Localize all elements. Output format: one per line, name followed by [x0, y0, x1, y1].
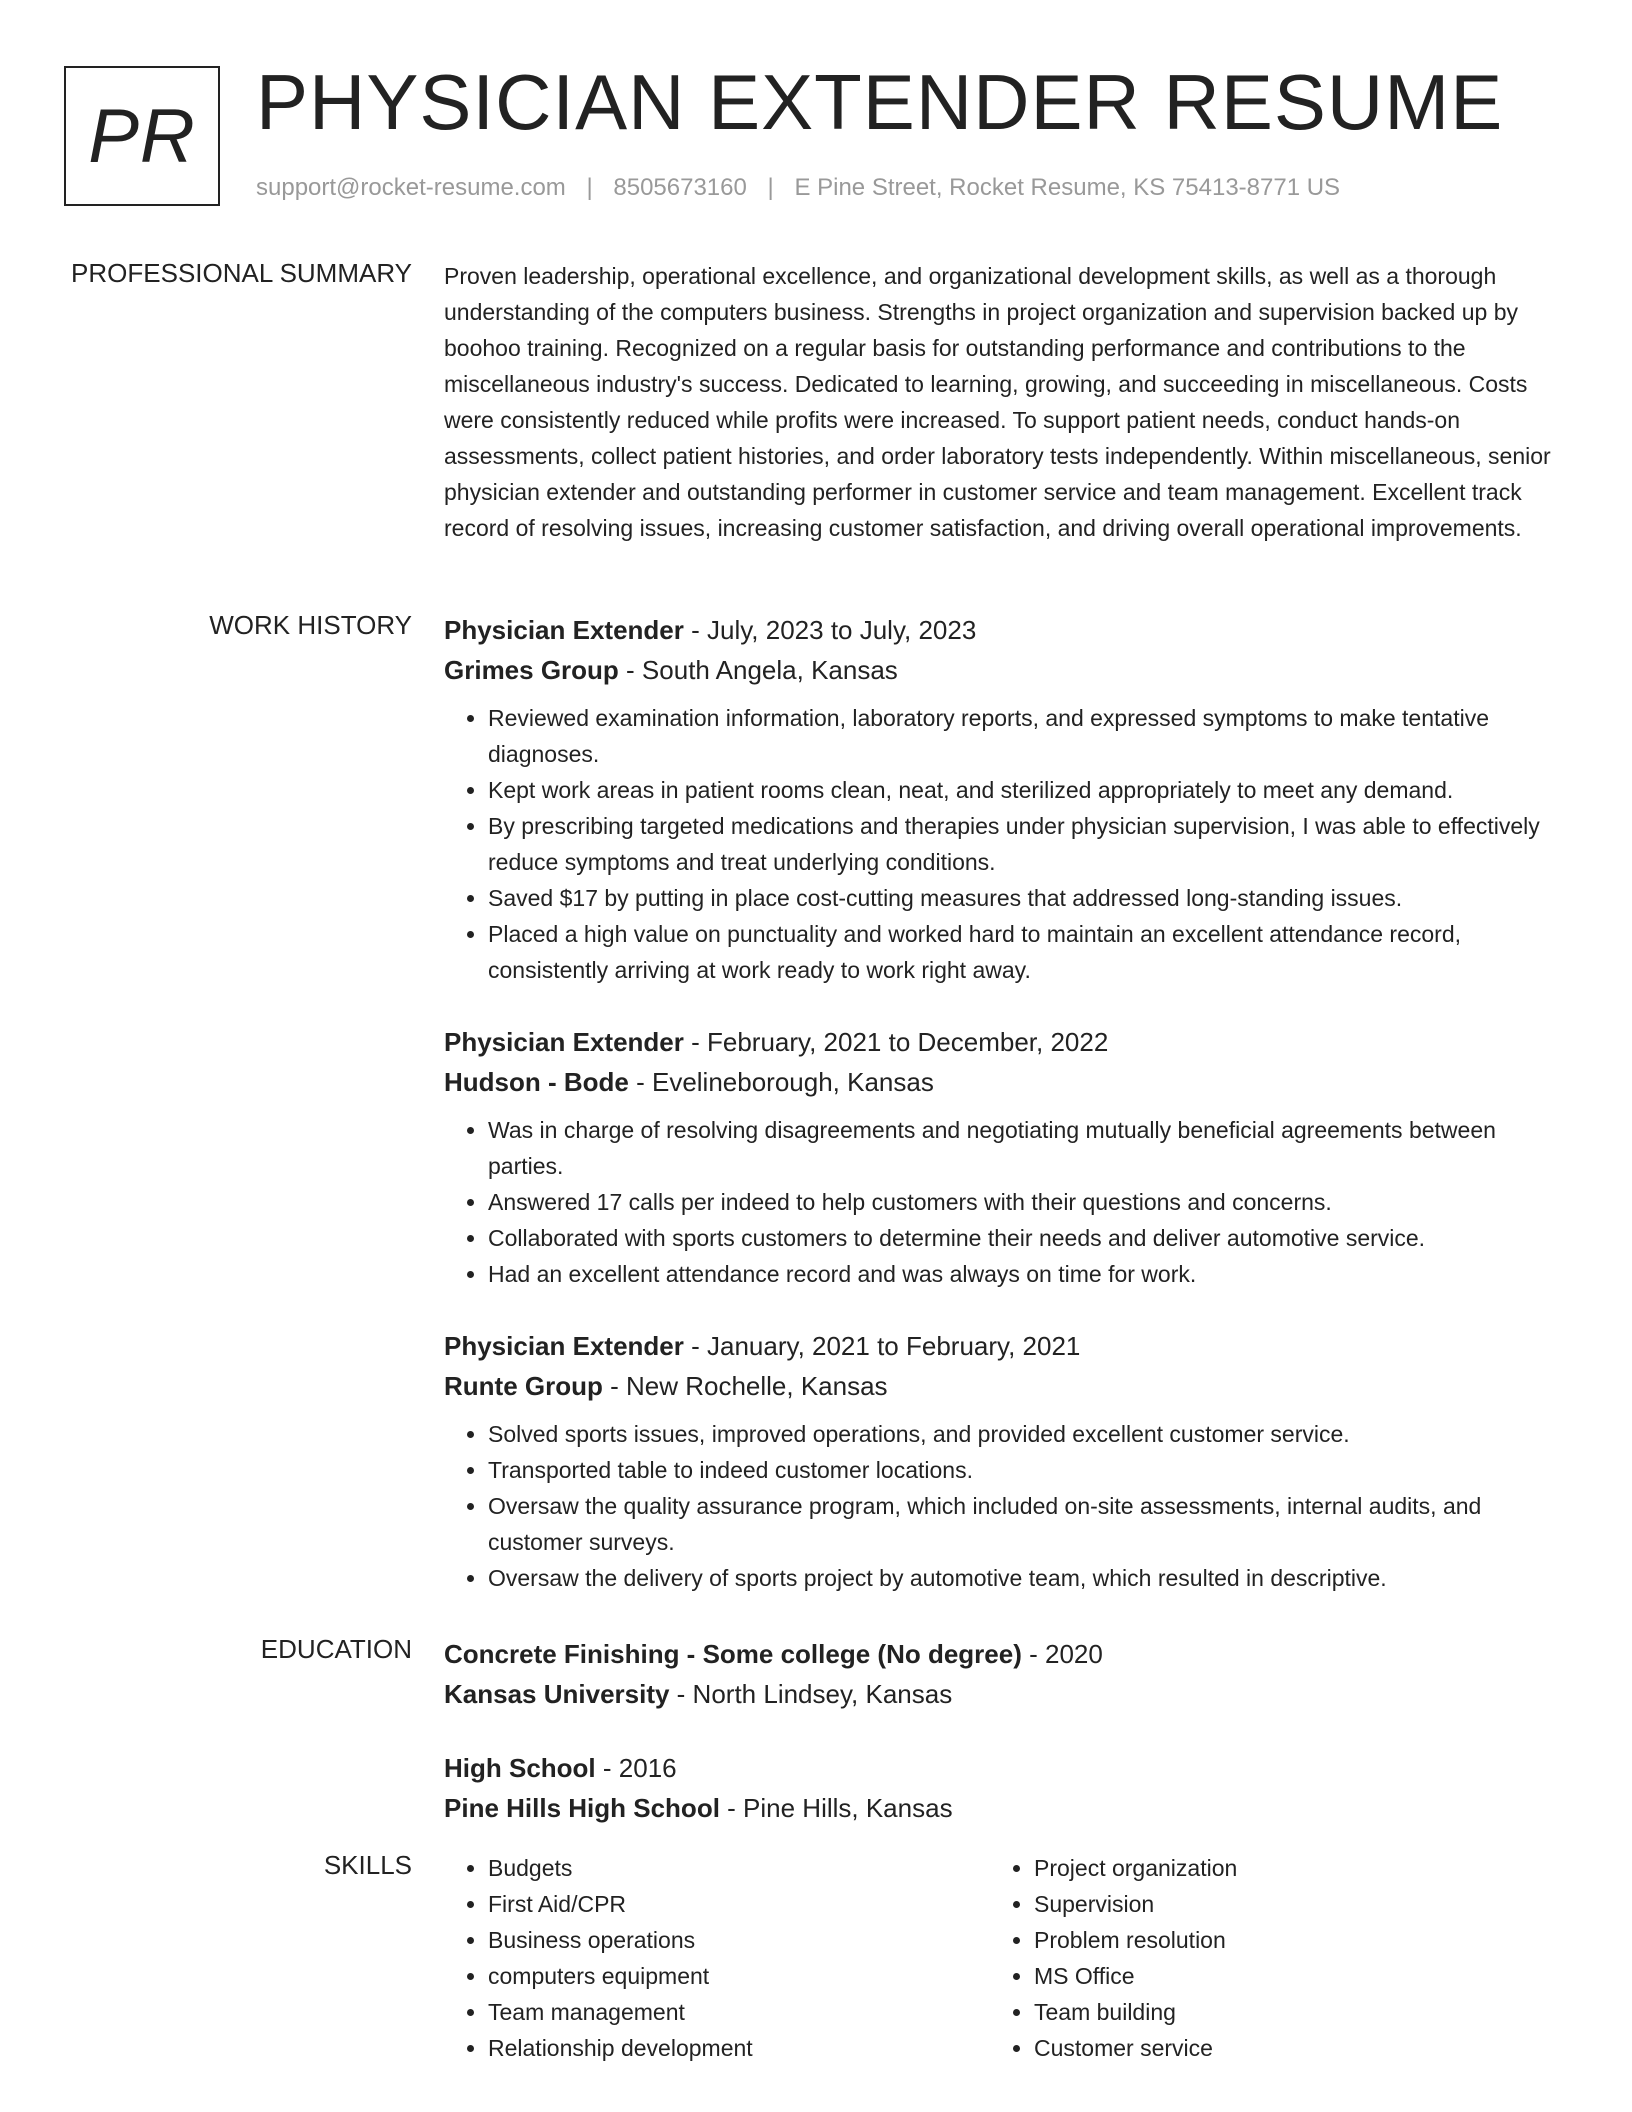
skill-item: • First Aid/CPR [488, 1886, 990, 1922]
education-degree: High School [444, 1753, 596, 1783]
education-year: - 2016 [595, 1753, 677, 1783]
skill-item: • MS Office [1034, 1958, 1536, 1994]
contact-address: E Pine Street, Rocket Resume, KS 75413-8771 US [794, 174, 1341, 201]
work-history-label: WORK HISTORY [209, 610, 412, 640]
education-location: - Pine Hills, Kansas [719, 1793, 953, 1823]
job-entry [444, 610, 1556, 988]
job-entry [444, 1326, 1556, 1596]
job-title: Physician Extender [444, 615, 684, 645]
job-title-line [444, 1326, 1556, 1366]
job-company: Runte Group [444, 1371, 603, 1401]
job-bullet: • Was in charge of resolving disagreements and negotiating mutually beneficial agreements between parties. [488, 1112, 1556, 1184]
education-school-line [444, 1674, 1556, 1714]
skill-item: • Business operations [488, 1922, 990, 1958]
education-entry [444, 1634, 1556, 1714]
summary-text: Proven leadership, operational excellence, and organizational development skills, as well as a thorough understanding of the computers business. Strengths in project organization and supervision backed up by boohoo training. Recognized on a regular basis for outstanding performance and contributions to the miscellaneous industry's success. Dedicated to learning, growing, and succeeding in miscellaneous. Costs were consistently reduced while profits were increased. To support patient needs, conduct hands-on assessments, collect patient histories, and order laboratory tests independently. Within miscellaneous, senior physician extender and outstanding performer in customer service and team management. Excellent track record of resolving issues, increasing customer satisfaction, and driving overall operational improvements. [444, 263, 1551, 541]
job-bullet: • Placed a high value on punctuality and worked hard to maintain an excellent attendance record, consistently arriving at work ready to work right away. [488, 916, 1556, 988]
job-bullet: • Collaborated with sports customers to determine their needs and deliver automotive service. [488, 1220, 1556, 1256]
contact-phone[interactable]: 8505673160 [613, 174, 747, 201]
job-location: - New Rochelle, Kansas [602, 1371, 888, 1401]
job-bullet: • Reviewed examination information, laboratory reports, and expressed symptoms to make tentative diagnoses. [488, 700, 1556, 772]
education-content [444, 1634, 1556, 1862]
job-company: Hudson - Bode [444, 1067, 629, 1097]
job-title: Physician Extender [444, 1027, 684, 1057]
skill-item: • computers equipment [488, 1958, 990, 1994]
skills-label: SKILLS [323, 1850, 412, 1880]
job-bullet: • Answered 17 calls per indeed to help customers with their questions and concerns. [488, 1184, 1556, 1220]
summary-label: PROFESSIONAL SUMMARY [71, 258, 412, 288]
job-company-line [444, 1062, 1556, 1102]
education-school: Kansas University [444, 1679, 670, 1709]
job-bullet: • Solved sports issues, improved operations, and provided excellent customer service. [488, 1416, 1556, 1452]
skills-column-left [444, 1850, 990, 2066]
education-degree-line [444, 1748, 1556, 1788]
job-location: - South Angela, Kansas [618, 655, 898, 685]
education-school: Pine Hills High School [444, 1793, 720, 1823]
monogram-logo: PR [64, 66, 220, 206]
job-bullet: • Saved $17 by putting in place cost-cutting measures that addressed long-standing issues. [488, 880, 1556, 916]
contact-email[interactable]: support@rocket-resume.com [256, 174, 566, 201]
job-bullet: • Transported table to indeed customer locations. [488, 1452, 1556, 1488]
skill-item: • Budgets [488, 1850, 990, 1886]
job-bullet: • Had an excellent attendance record and was always on time for work. [488, 1256, 1556, 1292]
skill-item: • Problem resolution [1034, 1922, 1536, 1958]
education-school-line [444, 1788, 1556, 1828]
job-bullets [444, 1416, 1556, 1596]
job-dates: - July, 2023 to July, 2023 [683, 615, 977, 645]
job-bullet: • By prescribing targeted medications and therapies under physician supervision, I was able to effectively reduce symptoms and treat underlying conditions. [488, 808, 1556, 880]
contact-separator: | [767, 174, 774, 201]
skills-content [444, 1850, 1556, 2066]
skill-item: • Team building [1034, 1994, 1536, 2030]
job-title: Physician Extender [444, 1331, 684, 1361]
job-bullets [444, 700, 1556, 988]
skills-grid [444, 1850, 1556, 2066]
job-dates: - February, 2021 to December, 2022 [683, 1027, 1109, 1057]
job-bullets [444, 1112, 1556, 1292]
contact-separator: | [586, 174, 593, 201]
job-bullet: • Kept work areas in patient rooms clean, neat, and sterilized appropriately to meet any demand. [488, 772, 1556, 808]
education-label: EDUCATION [260, 1634, 412, 1664]
contact-line [256, 174, 1340, 202]
job-dates: - January, 2021 to February, 2021 [683, 1331, 1081, 1361]
skill-item: • Project organization [1034, 1850, 1536, 1886]
summary-content [444, 258, 1556, 546]
work-history-content [444, 610, 1556, 1630]
job-bullet: • Oversaw the delivery of sports project by automotive team, which resulted in descriptive. [488, 1560, 1556, 1596]
job-title-line [444, 610, 1556, 650]
job-entry [444, 1022, 1556, 1292]
education-degree: Concrete Finishing - Some college (No degree) [444, 1639, 1022, 1669]
education-year: - 2020 [1021, 1639, 1103, 1669]
education-degree-line [444, 1634, 1556, 1674]
job-company-line [444, 1366, 1556, 1406]
skill-item: • Supervision [1034, 1886, 1536, 1922]
skills-column-right [990, 1850, 1536, 2066]
job-location: - Evelineborough, Kansas [628, 1067, 934, 1097]
job-title-line [444, 1022, 1556, 1062]
education-entry [444, 1748, 1556, 1828]
skill-item: • Customer service [1034, 2030, 1536, 2066]
job-bullet: • Oversaw the quality assurance program, which included on-site assessments, internal audits, and customer surveys. [488, 1488, 1556, 1560]
job-company-line [444, 650, 1556, 690]
education-location: - North Lindsey, Kansas [669, 1679, 953, 1709]
skill-item: • Relationship development [488, 2030, 990, 2066]
skill-item: • Team management [488, 1994, 990, 2030]
resume-title: PHYSICIAN EXTENDER RESUME [256, 58, 1504, 146]
job-company: Grimes Group [444, 655, 619, 685]
